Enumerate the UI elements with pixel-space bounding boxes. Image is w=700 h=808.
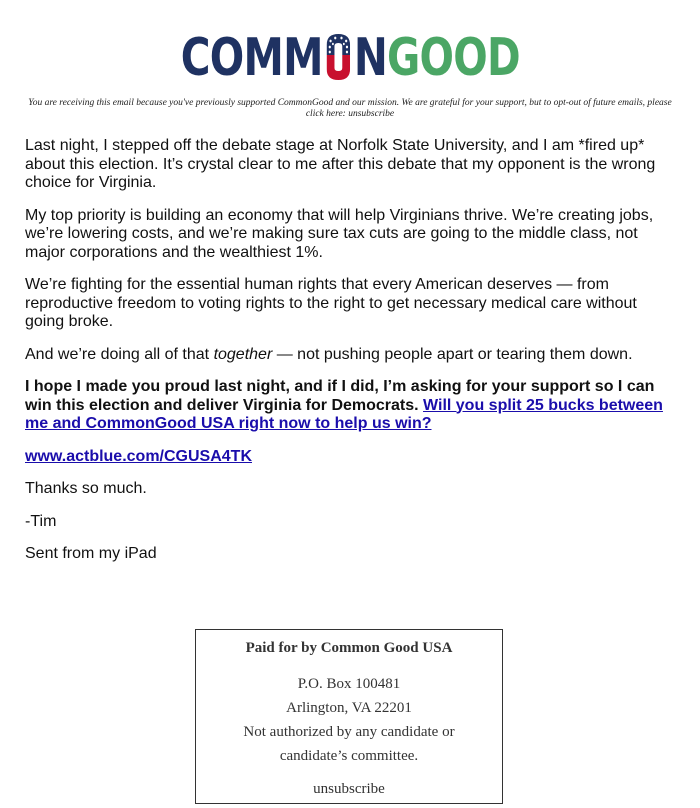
together-emphasis: together: [213, 345, 273, 363]
paid-for-text: Paid for by Common Good USA: [245, 640, 453, 656]
paragraph-rights: We’re fighting for the essential human rights that every American deserves — from reproductive freedom to voting rights to the right to get necessary medical care without going broke.: [25, 276, 637, 330]
paragraph-together: [25, 346, 675, 365]
closing-text: Thanks so much.: [25, 480, 147, 497]
signature-name: -Tim: [25, 512, 57, 530]
disclaimer-line-2: candidate’s committee.: [279, 748, 419, 764]
address-block: [196, 672, 502, 768]
unsubscribe-link[interactable]: unsubscribe: [313, 781, 385, 797]
signature-block: [25, 480, 675, 564]
address-line-2: Arlington, VA 22201: [286, 700, 412, 716]
commongood-logo: [180, 30, 519, 86]
logo-text-good: GOOD: [386, 28, 520, 88]
paid-for-disclaimer-box: [195, 629, 503, 804]
together-before: And we’re doing all of that: [25, 345, 214, 363]
paragraph-debate: Last night, I stepped off the debate stage at Norfolk State University, and I am *fired up* about this election. It’s crystal clear to me after this debate that my opponent is the wrong choice for Virginia.: [25, 137, 656, 191]
together-after: — not pushing people apart or tearing them down.: [272, 345, 633, 363]
address-line-1: P.O. Box 100481: [297, 676, 401, 692]
paragraph-economy: My top priority is building an economy that will help Virginians thrive. We’re creating jobs, we’re lowering costs, and we’re making sure tax cuts are going to the middle class, not major corporations and the wealthiest 1%.: [25, 206, 654, 261]
sent-from-text: Sent from my iPad: [25, 545, 157, 562]
actblue-link[interactable]: www.actblue.com/CGUSA4TK: [25, 447, 252, 465]
logo-text-comm: COMM: [180, 28, 323, 88]
flag-o-icon: [323, 33, 353, 81]
optout-notice: You are receiving this email because you've previously supported CommonGood and our mission. We are grateful for your support, but to opt-out of future emails, please click here: unsubscribe: [28, 98, 672, 119]
email-body: [25, 137, 675, 578]
paragraph-ask: [25, 378, 675, 434]
donate-ask-link[interactable]: Will you split 25 bucks between me and CommonGood USA right now to help us win?: [25, 396, 663, 432]
logo-header: [0, 30, 700, 86]
disclaimer-line-1: Not authorized by any candidate or: [243, 724, 455, 740]
logo-text-n: N: [353, 28, 387, 88]
paragraph-donate-url: [25, 448, 675, 467]
ask-bold-text: I hope I made you proud last night, and if I did, I’m asking for your support so I can win this election and deliver Virginia for Democrats.: [25, 378, 655, 414]
